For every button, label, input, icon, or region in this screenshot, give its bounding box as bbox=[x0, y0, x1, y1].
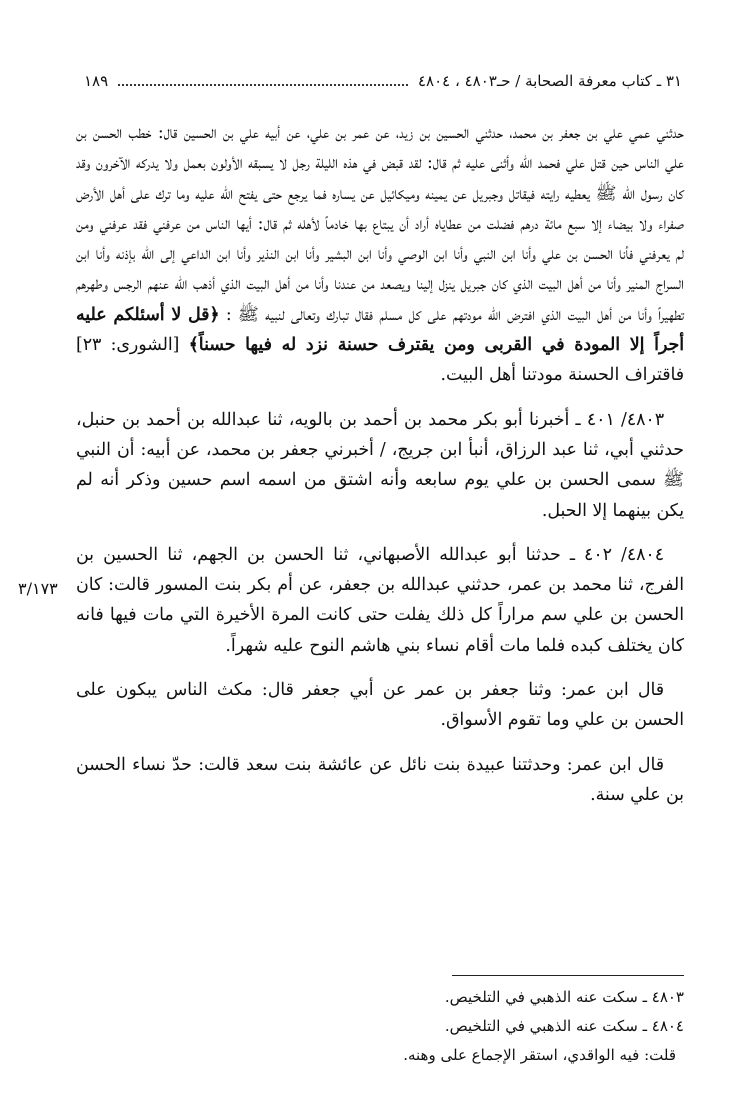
quran-verse: ﴿قل لا أسئلكم عليه أجراً إلا المودة في القربى ومن يقترف حسنة نزد له فيها حسناً﴾ bbox=[76, 304, 685, 356]
running-title: ٣١ ـ كتاب معرفة الصحابة / حـ٤٨٠٣ ، ٤٨٠٤ bbox=[417, 72, 682, 90]
paragraph-hadith-4803: ٤٨٠٣/ ٤٠١ ـ أخبرنا أبو بكر محمد بن أحمد بن بالويه، ثنا عبدالله بن أحمد بن حنبل، حدثني أبي، ثنا عبد الرزاق، أنبأ ابن جريج، / أخبرني جعفر بن محمد، عن أبيه: أن النبي ﷺ سمى الحسن بن علي يوم سابعه وأنه اشتق من اسمه اسم حسين وذكر أنه لم يكن بينهما إلا الحبل. bbox=[76, 409, 684, 521]
footnotes bbox=[64, 983, 684, 1070]
footnote-4804: ٤٨٠٤ ـ سكت عنه الذهبي في التلخيص. bbox=[444, 1017, 684, 1035]
paragraph-ibn-umar-1: قال ابن عمر: وثنا جعفر بن عمر عن أبي جعفر قال: مكث الناس يبكون على الحسن بن علي وما تقوم الأسواق. bbox=[76, 680, 684, 731]
paragraph-text: حدثني عمي علي بن جعفر بن محمد، حدثني الحسين بن زيد، عن عمر بن علي، عن أبيه علي بن الحسين قال: خطب الحسن بن علي الناس حين قتل علي فحمد الله وأثنى عليه ثم قال: لقد قبض في هذه الليلة رجل لا يسبقه الأولون بعمل ولا يدركه الآخرون وقد كان رسول الله ﷺ يعطيه رايته فيقاتل وجبريل عن يمينه وميكائيل عن يساره فما يرجع حتى يفتح الله عليه وما ترك على أهل الأرض صفراء ولا بيضاء إلا سبع مائة درهم فضلت من عطاياه أراد أن يبتاع بها خادماً لأهله ثم قال: أيها الناس من عرفني فقد عرفني ومن لم يعرفني فأنا الحسن بن علي وأنا ابن النبي وأنا ابن الوصي وأنا ابن البشير وأنا ابن النذير وأنا ابن الداعي إلى الله بإذنه وأنا ابن السراج المنير وأنا من أهل البيت الذي كان جبريل ينزل إلينا ويصعد من عندنا وأنا من أهل البيت الذي أذهب الله عنهم الرجس وطهرهم تطهيراً وأنا من أهل البيت الذي افترض الله مودتهم على كل مسلم فقال تبارك وتعالى لنبيه ﷺ : bbox=[76, 123, 684, 325]
footnote-comment: قلت: فيه الواقدي، استقر الإجماع على وهنه. bbox=[403, 1046, 676, 1064]
paragraph-ibn-umar-2: قال ابن عمر: وحدثتنا عبيدة بنت نائل عن عائشة بنت سعد قالت: حدّ نساء الحسن بن علي سنة. bbox=[76, 754, 684, 805]
page-number: ١٨٩ bbox=[84, 72, 109, 90]
footnote-divider bbox=[452, 975, 684, 976]
paragraph-text-end: [الشورى: ٢٣] فاقتراف الحسنة مودتنا أهل البيت. bbox=[76, 335, 684, 386]
paragraph-hadith-4804: ٤٨٠٤/ ٤٠٢ ـ حدثنا أبو عبدالله الأصبهاني، ثنا الحسن بن الجهم، ثنا الحسين بن الفرج، ثنا محمد بن عمر، حدثني عبدالله بن جعفر، عن أم بكر بنت المسور قالت: كان الحسن بن علي سم مراراً كل ذلك يفلت حتى كانت المرة الأخيرة التي مات فيها فانه كان يختلف كبده فلما مات أقام نساء بني هاشم النوح عليه شهراً. bbox=[76, 544, 684, 656]
running-header bbox=[84, 68, 682, 94]
footnote-4803: ٤٨٠٣ ـ سكت عنه الذهبي في التلخيص. bbox=[444, 988, 684, 1006]
paragraph-hadith-continuation bbox=[76, 118, 684, 391]
main-text bbox=[76, 118, 684, 824]
dotted-leader bbox=[118, 84, 408, 86]
margin-volume-reference: ٣/١٧٣ bbox=[18, 579, 58, 598]
